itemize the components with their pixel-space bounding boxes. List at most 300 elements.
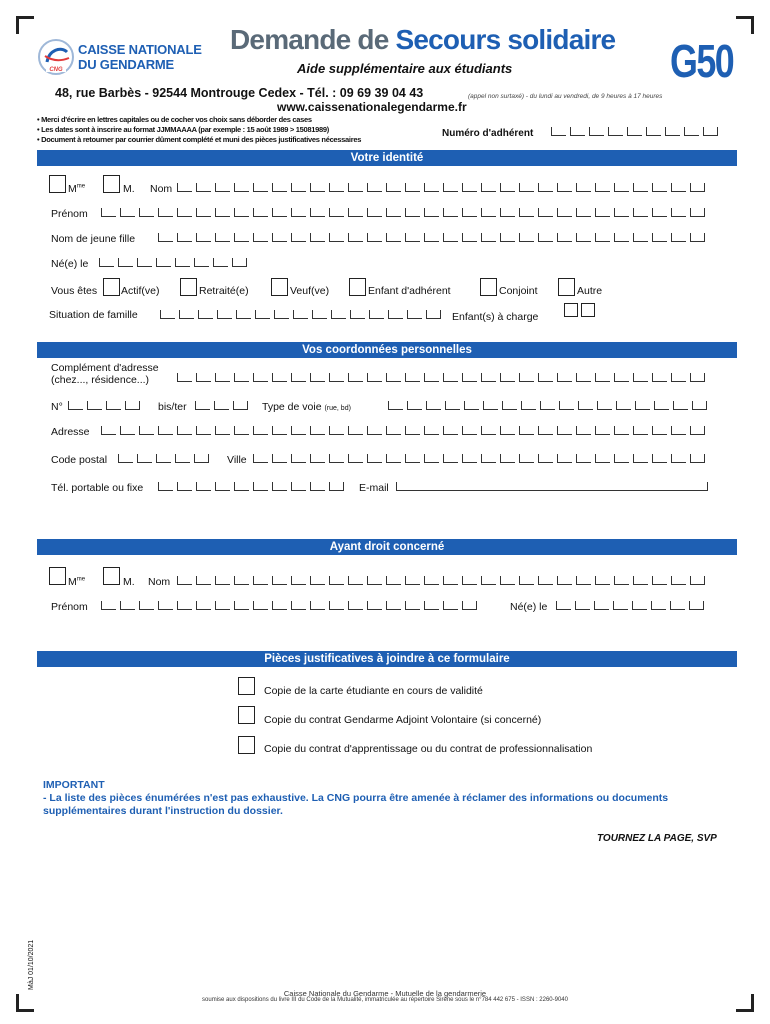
char-box[interactable] — [673, 401, 688, 410]
char-box[interactable] — [214, 401, 229, 410]
char-box[interactable] — [118, 454, 133, 463]
char-box[interactable] — [633, 426, 648, 435]
char-box[interactable] — [234, 208, 249, 217]
char-box[interactable] — [310, 601, 325, 610]
char-box[interactable] — [540, 401, 555, 410]
char-box[interactable] — [405, 601, 420, 610]
char-box[interactable] — [272, 426, 287, 435]
char-box[interactable] — [329, 208, 344, 217]
char-box[interactable] — [234, 576, 249, 585]
char-box[interactable] — [608, 127, 623, 136]
char-box[interactable] — [614, 426, 629, 435]
char-box[interactable] — [424, 208, 439, 217]
char-box[interactable] — [367, 233, 382, 242]
char-box[interactable] — [481, 183, 496, 192]
char-box[interactable] — [234, 373, 249, 382]
char-box[interactable] — [462, 233, 477, 242]
char-box[interactable] — [272, 576, 287, 585]
char-box[interactable] — [424, 233, 439, 242]
status-child-checkbox[interactable] — [349, 278, 366, 296]
char-box[interactable] — [194, 258, 209, 267]
char-box[interactable] — [671, 576, 686, 585]
char-box[interactable] — [665, 127, 680, 136]
char-box[interactable] — [253, 233, 268, 242]
char-box[interactable] — [158, 482, 173, 491]
char-box[interactable] — [348, 426, 363, 435]
char-box[interactable] — [538, 183, 553, 192]
char-box[interactable] — [68, 401, 83, 410]
char-box[interactable] — [519, 183, 534, 192]
char-box[interactable] — [671, 233, 686, 242]
char-box[interactable] — [139, 601, 154, 610]
char-box[interactable] — [405, 183, 420, 192]
char-box[interactable] — [272, 454, 287, 463]
char-box[interactable] — [633, 208, 648, 217]
char-box[interactable] — [101, 208, 116, 217]
char-box[interactable] — [481, 576, 496, 585]
char-box[interactable] — [595, 183, 610, 192]
char-box[interactable] — [557, 183, 572, 192]
char-box[interactable] — [646, 127, 661, 136]
char-box[interactable] — [595, 373, 610, 382]
char-box[interactable] — [272, 183, 287, 192]
char-box[interactable] — [87, 401, 102, 410]
char-box[interactable] — [386, 373, 401, 382]
char-box[interactable] — [652, 208, 667, 217]
char-box[interactable] — [689, 601, 704, 610]
char-box[interactable] — [690, 183, 705, 192]
char-box[interactable] — [538, 454, 553, 463]
char-box[interactable] — [310, 482, 325, 491]
char-box[interactable] — [426, 401, 441, 410]
street-type-field[interactable] — [388, 401, 711, 410]
char-box[interactable] — [443, 233, 458, 242]
char-box[interactable] — [551, 127, 566, 136]
char-box[interactable] — [652, 183, 667, 192]
char-box[interactable] — [559, 401, 574, 410]
char-box[interactable] — [348, 373, 363, 382]
char-box[interactable] — [310, 183, 325, 192]
char-box[interactable] — [462, 576, 477, 585]
char-box[interactable] — [233, 401, 248, 410]
website-link[interactable]: www.caissenationalegendarme.fr — [277, 100, 467, 114]
char-box[interactable] — [101, 601, 116, 610]
char-box[interactable] — [462, 601, 477, 610]
char-box[interactable] — [386, 208, 401, 217]
char-box[interactable] — [196, 183, 211, 192]
char-box[interactable] — [348, 454, 363, 463]
char-box[interactable] — [652, 373, 667, 382]
doc-student-card-checkbox[interactable] — [238, 677, 255, 695]
char-box[interactable] — [236, 310, 251, 319]
char-box[interactable] — [443, 373, 458, 382]
city-field[interactable] — [253, 454, 709, 463]
char-box[interactable] — [291, 426, 306, 435]
char-box[interactable] — [633, 233, 648, 242]
char-box[interactable] — [213, 258, 228, 267]
char-box[interactable] — [196, 601, 211, 610]
char-box[interactable] — [595, 576, 610, 585]
char-box[interactable] — [137, 454, 152, 463]
char-box[interactable] — [616, 401, 631, 410]
char-box[interactable] — [690, 373, 705, 382]
char-box[interactable] — [125, 401, 140, 410]
char-box[interactable] — [424, 373, 439, 382]
char-box[interactable] — [519, 233, 534, 242]
char-box[interactable] — [614, 373, 629, 382]
bis-ter-field[interactable] — [195, 401, 252, 410]
char-box[interactable] — [614, 233, 629, 242]
char-box[interactable] — [570, 127, 585, 136]
char-box[interactable] — [234, 482, 249, 491]
char-box[interactable] — [690, 208, 705, 217]
char-box[interactable] — [538, 426, 553, 435]
char-box[interactable] — [215, 482, 230, 491]
char-box[interactable] — [424, 601, 439, 610]
char-box[interactable] — [196, 373, 211, 382]
char-box[interactable] — [232, 258, 247, 267]
char-box[interactable] — [99, 258, 114, 267]
nom-field[interactable] — [177, 183, 709, 192]
beneficiary-prenom-field[interactable] — [101, 601, 481, 610]
beneficiary-mr-checkbox[interactable] — [103, 567, 120, 585]
phone-field[interactable] — [158, 482, 348, 491]
char-box[interactable] — [557, 576, 572, 585]
status-spouse-checkbox[interactable] — [480, 278, 497, 296]
member-number-field[interactable] — [551, 127, 722, 136]
char-box[interactable] — [215, 426, 230, 435]
char-box[interactable] — [120, 208, 135, 217]
char-box[interactable] — [329, 373, 344, 382]
char-box[interactable] — [483, 401, 498, 410]
char-box[interactable] — [348, 233, 363, 242]
char-box[interactable] — [405, 576, 420, 585]
char-box[interactable] — [329, 576, 344, 585]
char-box[interactable] — [253, 373, 268, 382]
char-box[interactable] — [386, 576, 401, 585]
char-box[interactable] — [684, 127, 699, 136]
char-box[interactable] — [576, 208, 591, 217]
char-box[interactable] — [690, 576, 705, 585]
char-box[interactable] — [671, 373, 686, 382]
char-box[interactable] — [215, 183, 230, 192]
char-box[interactable] — [405, 373, 420, 382]
char-box[interactable] — [575, 601, 590, 610]
char-box[interactable] — [405, 426, 420, 435]
char-box[interactable] — [703, 127, 718, 136]
char-box[interactable] — [215, 576, 230, 585]
status-widowed-checkbox[interactable] — [271, 278, 288, 296]
char-box[interactable] — [253, 208, 268, 217]
char-box[interactable] — [234, 183, 249, 192]
char-box[interactable] — [177, 601, 192, 610]
char-box[interactable] — [614, 454, 629, 463]
char-box[interactable] — [253, 426, 268, 435]
char-box[interactable] — [177, 373, 192, 382]
char-box[interactable] — [405, 233, 420, 242]
char-box[interactable] — [253, 482, 268, 491]
char-box[interactable] — [196, 208, 211, 217]
title-mme-checkbox[interactable] — [49, 175, 66, 193]
char-box[interactable] — [521, 401, 536, 410]
char-box[interactable] — [576, 426, 591, 435]
char-box[interactable] — [386, 454, 401, 463]
char-box[interactable] — [310, 426, 325, 435]
char-box[interactable] — [519, 576, 534, 585]
char-box[interactable] — [462, 183, 477, 192]
char-box[interactable] — [156, 454, 171, 463]
char-box[interactable] — [272, 482, 287, 491]
char-box[interactable] — [348, 183, 363, 192]
char-box[interactable] — [177, 576, 192, 585]
char-box[interactable] — [367, 454, 382, 463]
char-box[interactable] — [329, 454, 344, 463]
char-box[interactable] — [253, 183, 268, 192]
postal-code-field[interactable] — [118, 454, 213, 463]
char-box[interactable] — [348, 601, 363, 610]
char-box[interactable] — [367, 208, 382, 217]
char-box[interactable] — [557, 233, 572, 242]
char-box[interactable] — [500, 454, 515, 463]
char-box[interactable] — [443, 426, 458, 435]
char-box[interactable] — [386, 601, 401, 610]
char-box[interactable] — [557, 373, 572, 382]
char-box[interactable] — [291, 576, 306, 585]
char-box[interactable] — [671, 208, 686, 217]
char-box[interactable] — [196, 576, 211, 585]
char-box[interactable] — [671, 454, 686, 463]
char-box[interactable] — [635, 401, 650, 410]
doc-gav-contract-checkbox[interactable] — [238, 706, 255, 724]
char-box[interactable] — [160, 310, 175, 319]
char-box[interactable] — [671, 426, 686, 435]
char-box[interactable] — [462, 373, 477, 382]
char-box[interactable] — [177, 482, 192, 491]
char-box[interactable] — [196, 233, 211, 242]
char-box[interactable] — [310, 576, 325, 585]
status-retired-checkbox[interactable] — [180, 278, 197, 296]
char-box[interactable] — [613, 601, 628, 610]
char-box[interactable] — [445, 401, 460, 410]
char-box[interactable] — [310, 208, 325, 217]
char-box[interactable] — [481, 233, 496, 242]
char-box[interactable] — [106, 401, 121, 410]
char-box[interactable] — [690, 426, 705, 435]
char-box[interactable] — [614, 576, 629, 585]
children-digit-2-box[interactable] — [581, 303, 595, 317]
char-box[interactable] — [139, 426, 154, 435]
char-box[interactable] — [424, 426, 439, 435]
char-box[interactable] — [632, 601, 647, 610]
char-box[interactable] — [272, 208, 287, 217]
char-box[interactable] — [424, 454, 439, 463]
char-box[interactable] — [255, 310, 270, 319]
char-box[interactable] — [369, 310, 384, 319]
char-box[interactable] — [576, 454, 591, 463]
char-box[interactable] — [215, 208, 230, 217]
char-box[interactable] — [367, 601, 382, 610]
char-box[interactable] — [589, 127, 604, 136]
char-box[interactable] — [633, 373, 648, 382]
char-box[interactable] — [101, 426, 116, 435]
char-box[interactable] — [500, 373, 515, 382]
char-box[interactable] — [670, 601, 685, 610]
char-box[interactable] — [215, 233, 230, 242]
char-box[interactable] — [500, 426, 515, 435]
char-box[interactable] — [175, 258, 190, 267]
char-box[interactable] — [348, 576, 363, 585]
char-box[interactable] — [557, 454, 572, 463]
char-box[interactable] — [443, 208, 458, 217]
char-box[interactable] — [464, 401, 479, 410]
char-box[interactable] — [272, 373, 287, 382]
char-box[interactable] — [139, 208, 154, 217]
status-other-checkbox[interactable] — [558, 278, 575, 296]
char-box[interactable] — [519, 426, 534, 435]
char-box[interactable] — [481, 373, 496, 382]
char-box[interactable] — [614, 208, 629, 217]
char-box[interactable] — [426, 310, 441, 319]
char-box[interactable] — [407, 310, 422, 319]
char-box[interactable] — [481, 454, 496, 463]
char-box[interactable] — [481, 208, 496, 217]
char-box[interactable] — [388, 401, 403, 410]
char-box[interactable] — [291, 373, 306, 382]
char-box[interactable] — [329, 601, 344, 610]
char-box[interactable] — [272, 233, 287, 242]
char-box[interactable] — [652, 233, 667, 242]
char-box[interactable] — [462, 208, 477, 217]
char-box[interactable] — [329, 233, 344, 242]
char-box[interactable] — [576, 373, 591, 382]
beneficiary-nom-field[interactable] — [177, 576, 709, 585]
char-box[interactable] — [348, 208, 363, 217]
char-box[interactable] — [424, 183, 439, 192]
char-box[interactable] — [291, 454, 306, 463]
char-box[interactable] — [576, 233, 591, 242]
prenom-field[interactable] — [101, 208, 709, 217]
char-box[interactable] — [500, 233, 515, 242]
char-box[interactable] — [291, 482, 306, 491]
char-box[interactable] — [234, 601, 249, 610]
char-box[interactable] — [481, 426, 496, 435]
char-box[interactable] — [633, 183, 648, 192]
street-number-field[interactable] — [68, 401, 144, 410]
char-box[interactable] — [329, 482, 344, 491]
char-box[interactable] — [556, 601, 571, 610]
char-box[interactable] — [177, 208, 192, 217]
char-box[interactable] — [274, 310, 289, 319]
char-box[interactable] — [253, 454, 268, 463]
char-box[interactable] — [291, 601, 306, 610]
char-box[interactable] — [194, 454, 209, 463]
char-box[interactable] — [407, 401, 422, 410]
beneficiary-birthdate-field[interactable] — [556, 601, 708, 610]
char-box[interactable] — [519, 373, 534, 382]
char-box[interactable] — [118, 258, 133, 267]
doc-apprenticeship-checkbox[interactable] — [238, 736, 255, 754]
char-box[interactable] — [196, 426, 211, 435]
char-box[interactable] — [597, 401, 612, 410]
children-digit-1-box[interactable] — [564, 303, 578, 317]
char-box[interactable] — [576, 576, 591, 585]
char-box[interactable] — [557, 208, 572, 217]
char-box[interactable] — [538, 233, 553, 242]
char-box[interactable] — [137, 258, 152, 267]
char-box[interactable] — [215, 601, 230, 610]
char-box[interactable] — [329, 183, 344, 192]
char-box[interactable] — [443, 183, 458, 192]
char-box[interactable] — [595, 233, 610, 242]
char-box[interactable] — [158, 233, 173, 242]
char-box[interactable] — [443, 454, 458, 463]
char-box[interactable] — [405, 208, 420, 217]
char-box[interactable] — [367, 183, 382, 192]
char-box[interactable] — [538, 576, 553, 585]
char-box[interactable] — [633, 576, 648, 585]
char-box[interactable] — [367, 576, 382, 585]
char-box[interactable] — [312, 310, 327, 319]
char-box[interactable] — [331, 310, 346, 319]
char-box[interactable] — [272, 601, 287, 610]
char-box[interactable] — [576, 183, 591, 192]
email-field[interactable] — [396, 482, 708, 491]
char-box[interactable] — [578, 401, 593, 410]
char-box[interactable] — [386, 233, 401, 242]
beneficiary-mme-checkbox[interactable] — [49, 567, 66, 585]
char-box[interactable] — [614, 183, 629, 192]
char-box[interactable] — [234, 426, 249, 435]
char-box[interactable] — [291, 233, 306, 242]
char-box[interactable] — [158, 208, 173, 217]
char-box[interactable] — [652, 454, 667, 463]
char-box[interactable] — [215, 373, 230, 382]
char-box[interactable] — [234, 233, 249, 242]
char-box[interactable] — [156, 258, 171, 267]
char-box[interactable] — [386, 426, 401, 435]
char-box[interactable] — [594, 601, 609, 610]
char-box[interactable] — [253, 576, 268, 585]
char-box[interactable] — [253, 601, 268, 610]
char-box[interactable] — [179, 310, 194, 319]
char-box[interactable] — [652, 576, 667, 585]
char-box[interactable] — [443, 601, 458, 610]
char-box[interactable] — [175, 454, 190, 463]
char-box[interactable] — [690, 233, 705, 242]
char-box[interactable] — [405, 454, 420, 463]
char-box[interactable] — [310, 373, 325, 382]
char-box[interactable] — [120, 601, 135, 610]
char-box[interactable] — [595, 426, 610, 435]
char-box[interactable] — [158, 426, 173, 435]
birthdate-field[interactable] — [99, 258, 251, 267]
char-box[interactable] — [293, 310, 308, 319]
char-box[interactable] — [386, 183, 401, 192]
char-box[interactable] — [158, 601, 173, 610]
char-box[interactable] — [177, 183, 192, 192]
char-box[interactable] — [388, 310, 403, 319]
char-box[interactable] — [595, 454, 610, 463]
char-box[interactable] — [633, 454, 648, 463]
char-box[interactable] — [557, 426, 572, 435]
char-box[interactable] — [519, 208, 534, 217]
char-box[interactable] — [367, 373, 382, 382]
char-box[interactable] — [500, 208, 515, 217]
char-box[interactable] — [500, 183, 515, 192]
char-box[interactable] — [217, 310, 232, 319]
char-box[interactable] — [462, 454, 477, 463]
char-box[interactable] — [692, 401, 707, 410]
